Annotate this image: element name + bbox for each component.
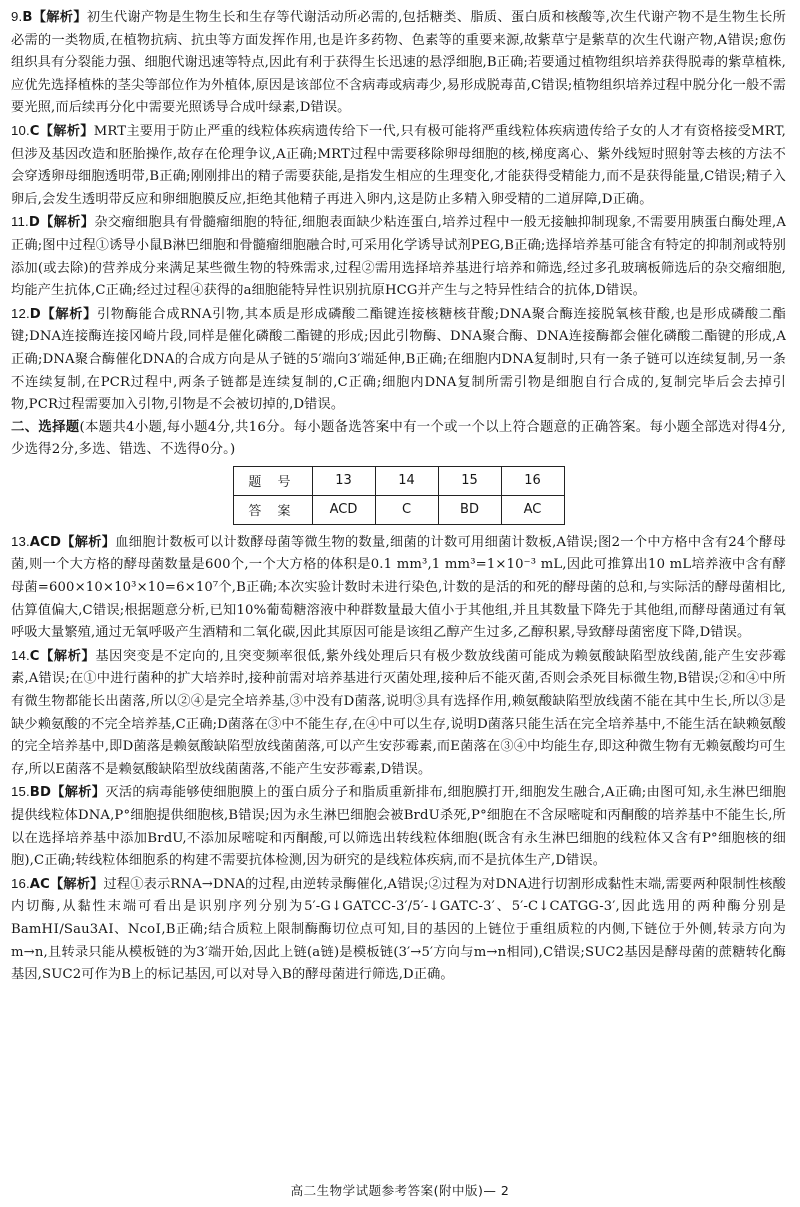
answer-table-question-row: [233, 466, 564, 495]
explanation-text: 过程①表示RNA→DNA的过程,由逆转录酶催化,A错误;②过程为对DNA进行切割形成黏性末端,需要两种限制性核酸内切酶,从黏性末端可看出是识别序列分别为5′-G↓GATCC-3′/5′-↓GATC-3′、5′-C↓CATGG-3′,因此选用的两种酶分别是BamHⅠ/Sau3AⅠ、NcoⅠ,B正确;结合质粒上限制酶酶切位点可知,目的基因的上链位于重组质粒的内侧,下链位于外侧,转录方向为m→n,且转录只能从模板链的为3′端开始,因此上链(a链)是模板链(3′→5′方向与m→n相同),C错误;SUC2基因是酵母菌的蔗糖转化酶基因,SUC2可作为B上的标记基因,可以对导入B的酵母菌进行筛选,D正确。: [11, 876, 786, 983]
answer-table-answer-row: [233, 495, 564, 524]
explanation-text: 初生代谢产物是生物生长和生存等代谢活动所必需的,包括糖类、脂质、蛋白质和核酸等,次生代谢产物不是生物生长所必需的一类物质,在植物抗病、抗虫等方面发挥作用,也是许多药物、色素等的重要来源,故紫草宁是紫草的次生代谢产物,A错误;愈伤组织具有分裂能力强、细胞代谢迅速等特点,因此有利于获得生长迅速的悬浮细胞,B正确;若要通过植物组织培养获得脱毒的紫草植株,应优先选择植株的茎尖等部位作为外植体,原因是该部位不含病毒或病毒少,易形成脱毒苗,C错误;植物组织培养过程中脱分化一般不需要光照,而后续再分化中需要光照诱导合成叶绿素,D错误。: [11, 10, 786, 116]
section-instructions: (本题共4小题,每小题4分,共16分。每小题备选答案中有一个或一个以上符合题意的正确答案。每小题全部选对得4分,少选得2分,多选、错选、不选得0分。): [11, 419, 786, 458]
explanations-part1: [11, 6, 786, 417]
answer-table-question-number: 16: [501, 466, 564, 495]
analysis-label: 【解析】: [49, 876, 104, 892]
answer-key: C: [29, 123, 40, 139]
answer-table-answer: C: [375, 495, 438, 524]
answer-key: D: [28, 215, 40, 231]
analysis-label: 【解析】: [39, 215, 95, 231]
answer-table-answer: AC: [501, 495, 564, 524]
answer-table-row2-label: 答 案: [233, 495, 312, 524]
explanation-item: [11, 645, 786, 782]
explanation-item: [11, 6, 786, 120]
question-number: 16.: [11, 875, 30, 891]
question-number: 12.: [11, 305, 30, 321]
answer-table-question-number: 15: [438, 466, 501, 495]
explanation-text: 杂交瘤细胞具有骨髓瘤细胞的特征,细胞表面缺少粘连蛋白,培养过程中一般无接触抑制现象,不需要用胰蛋白酶处理,A正确;图中过程①诱导小鼠B淋巴细胞和骨髓瘤细胞融合时,可采用化学诱导试剂PEG,B正确;选择培养基可能含有特定的抑制剂或特别添加(或去除)的营养成分来满足某些微生物的特殊需求,过程②需用选择培养基进行培养和筛选,经过多孔玻璃板筛选后的杂交瘤细胞,均能产生抗体,C正确;经过过程④获得的a细胞能特异性识别抗原HCG并产生与之特异性结合的抗体,D错误。: [11, 215, 786, 299]
answer-table-question-number: 14: [375, 466, 438, 495]
explanation-item: [11, 873, 786, 987]
answer-key: C: [29, 648, 40, 664]
answer-key: B: [22, 10, 33, 25]
explanations-part2: [11, 531, 786, 987]
question-number: 9.: [11, 9, 23, 24]
answer-table: [233, 466, 565, 525]
question-number: 10.: [11, 122, 30, 138]
analysis-label: 【解析】: [39, 648, 96, 664]
question-number: 11.: [11, 214, 29, 230]
question-number: 14.: [11, 647, 30, 663]
analysis-label: 【解析】: [32, 10, 87, 25]
answer-key: AC: [29, 876, 50, 892]
explanation-text: 灭活的病毒能够使细胞膜上的蛋白质分子和脂质重新排布,细胞膜打开,细胞发生融合,A正确;由图可知,永生淋巴细胞提供线粒体DNA,P°细胞提供细胞核,B错误;因为永生淋巴细胞会被BrdU杀死,P°细胞在不含尿嘧啶和丙酮酸的培养基中不能生长,所以在选择培养基中添加BrdU,不添加尿嘧啶和丙酮酸,可以筛选出转线粒体细胞(既含有永生淋巴细胞的线粒体又含有P°细胞核的细胞),C正确;转线粒体细胞系的构建不需要抗体检测,因为研究的是线粒体疾病,而不是抗体生产,D错误。: [11, 785, 786, 869]
explanation-item: [11, 303, 786, 417]
analysis-label: 【解析】: [61, 534, 116, 550]
analysis-label: 【解析】: [51, 785, 106, 801]
explanation-item: [11, 120, 786, 211]
explanation-text: MRT主要用于防止严重的线粒体疾病遗传给下一代,只有极可能将严重线粒体疾病遗传给子女的人才有资格接受MRT,但涉及基因改造和胚胎操作,故存在伦理争议,A正确;MRT过程中需要移除卵母细胞的核,梯度离心、紫外线短时照射等去核的方法不会穿透卵母细胞透明带,B正确;刚刚排出的精子需要获能,是指发生相应的生理变化,才能获得受精能力,而不是获得能量,C错误;精子入卵后,会发生透明带反应和卵细胞膜反应,拒绝其他精子再进入卵内,这是防止多精入卵受精的二道屏障,D正确。: [11, 123, 786, 207]
section-title: 二、选择题: [11, 419, 80, 435]
analysis-label: 【解析】: [39, 123, 94, 139]
question-number: 13.: [11, 533, 30, 549]
answer-table-row1-label: 题 号: [233, 466, 312, 495]
answer-key: ACD: [29, 534, 62, 550]
explanation-item: [11, 211, 786, 302]
explanation-item: [11, 531, 786, 645]
explanation-item: [11, 781, 786, 872]
explanation-text: 血细胞计数板可以计数酵母菌等微生物的数量,细菌的计数可用细菌计数板,A错误;图2一个中方格中含有24个酵母菌,则一个大方格的酵母菌数量是600个,一个大方格的体积是0.1 mm³,1 mm³=1×10⁻³ mL,因此可推算出10 mL培养液中含有酵母菌=600×10×10³×10=6×10⁷个,B正确;本次实验计数时未进行染色,计数的是活的和死的酵母菌的总和,与实际活的酵母菌相比,估算值偏大,C错误;根据题意分析,已知10%葡萄糖溶液中种群数量最大值小于其他组,并且其数量下降先于其他组,而酵母菌通过有氧呼吸大量繁殖,通过无氧呼吸产生酒精和二氧化碳,因此其原因可能是该组乙醇产生过多,乙醇积累,导致酵母菌密度下降,D错误。: [11, 534, 786, 641]
explanation-text: 基因突变是不定向的,且突变频率很低,紫外线处理后只有极少数放线菌可能成为赖氨酸缺陷型放线菌,能产生安莎霉素,A错误;在①中进行菌种的扩大培养时,接种前需对培养基进行灭菌处理,接种后不能灭菌,否则会杀死目标微生物,B错误;②和④中所有微生物都能长出菌落,所以②④是完全培养基,③中没有D菌落,说明③具有选择作用,赖氨酸缺陷型放线菌不能在其中生长,所以③是缺少赖氨酸的不完全培养基,C正确;D菌落在③中不能生存,在④中可以生存,说明D菌落只能生活在完全培养基中,不能生活在缺赖氨酸的完全培养基中,即D菌落是赖氨酸缺陷型放线菌菌落,可以产生安莎霉素,而E菌落在③④中均能生存,即这种微生物有无赖氨酸均可生存,所以E菌落不是赖氨酸缺陷型放线菌菌落,不能产生安莎霉素,D错误。: [11, 648, 786, 777]
page-footer: 高二生物学试题参考答案(附中版)— 2: [290, 1183, 510, 1198]
answer-key: BD: [29, 785, 52, 801]
question-number: 15.: [11, 784, 30, 800]
answer-table-answer: BD: [438, 495, 501, 524]
answer-table-answer: ACD: [312, 495, 375, 524]
answer-table-question-number: 13: [312, 466, 375, 495]
section-header: [11, 417, 786, 462]
answer-key: D: [29, 306, 41, 322]
explanation-text: 引物酶能合成RNA引物,其本质是形成磷酸二酯键连接核糖核苷酸;DNA聚合酶连接脱氧核苷酸,也是形成磷酸二酯键;DNA连接酶连接冈崎片段,同样是催化磷酸二酯键的形成;因此引物酶、DNA聚合酶、DNA连接酶都会催化磷酸二酯键的形成,A正确;DNA聚合酶催化DNA的合成方向是从子链的5′端向3′端延伸,B正确;在细胞内DNA复制时,只有一条子链可以连续复制,另一条不连续复制,在PCR过程中,两条子链都是连续复制的,C正确;细胞内DNA复制所需引物是细胞自行合成的,复制完毕后会去掉引物,PCR过程需要加入引物,引物是不会被切掉的,D错误。: [11, 306, 786, 413]
analysis-label: 【解析】: [40, 306, 97, 322]
